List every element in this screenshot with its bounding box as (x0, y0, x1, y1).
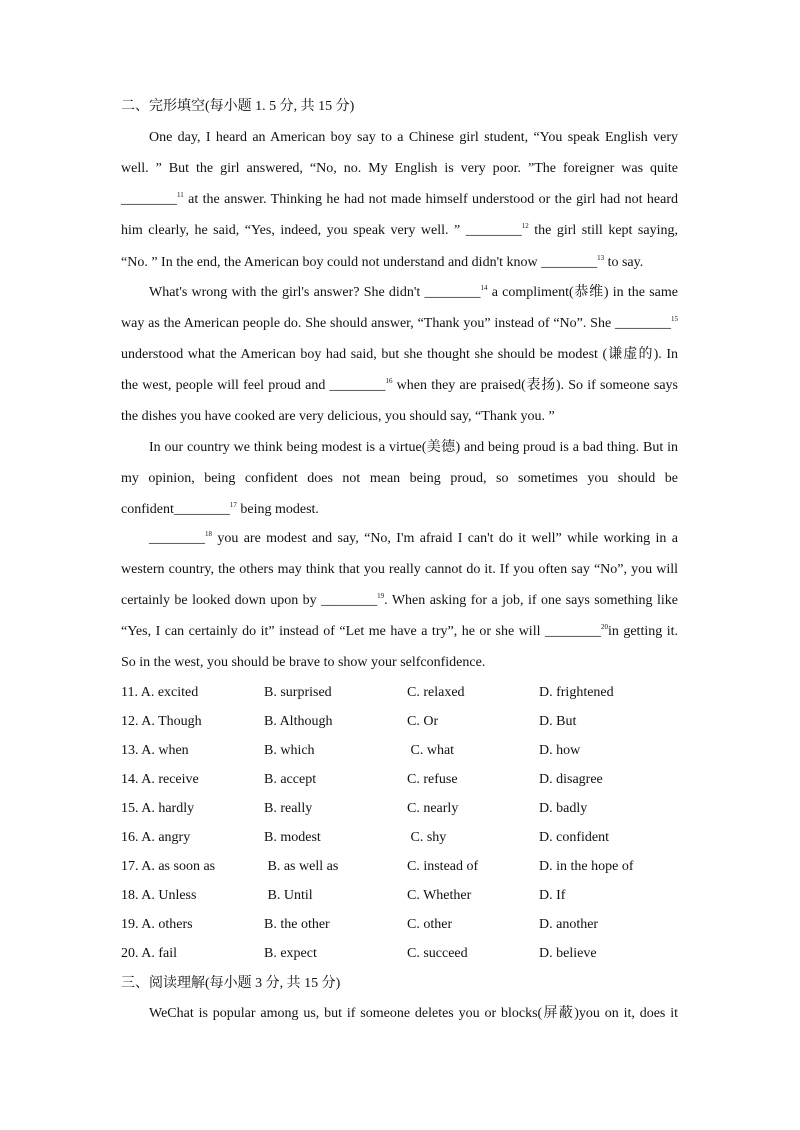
option-c: C. instead of (407, 859, 479, 874)
passage-line-3: ________$^{11}$ at the answer. Thinking he had not made himself understood or the girl had not heard (121, 191, 678, 207)
option-c: C. refuse (407, 772, 458, 787)
option-b: B. accept (264, 772, 317, 787)
option-a: 14. A. receive (121, 772, 199, 787)
option-b: B. expect (264, 946, 317, 961)
passage-line-5: “No. ” In the end, the American boy could not understand and didn't know ________$^{13}$ to say. (121, 254, 644, 270)
question-16-options (121, 828, 721, 848)
question-19-options (121, 915, 721, 935)
passage-line-18: So in the west, you should be brave to show your selfconfidence. (121, 655, 486, 670)
section-heading-reading: 三、阅读理解(每小题 3 分, 共 15 分) (121, 976, 341, 991)
option-d: D. how (539, 743, 581, 758)
option-c: C. Whether (407, 888, 472, 903)
passage-line-13: confident________$^{17}$ being modest. (121, 501, 319, 517)
option-a: 18. A. Unless (121, 888, 197, 903)
passage-line-4: him clearly, he said, “Yes, indeed, you speak very well. ” ________$^{12}$ the girl still kept saying, (121, 222, 678, 238)
option-d: D. in the hope of (539, 859, 634, 874)
option-b: B. modest (264, 830, 321, 845)
option-b: B. Until (264, 888, 313, 903)
passage-line-16: certainly be looked down upon by ________$^{19}$. When asking for a job, if one says something like (121, 592, 679, 608)
passage-line-8: understood what the American boy had said, but she thought she should be modest (谦虚的). In (121, 347, 678, 362)
option-c: C. nearly (407, 801, 459, 816)
reading-passage-line-1: WeChat is popular among us, but if someone deletes you or blocks(屏蔽)you on it, does it (149, 1006, 678, 1021)
option-c: C. succeed (407, 946, 468, 961)
option-b: B. Although (264, 714, 333, 729)
option-a: 15. A. hardly (121, 801, 195, 816)
option-d: D. If (539, 888, 566, 903)
passage-line-2: well. ” But the girl answered, “No, no. My English is very poor. ”The foreigner was quite (121, 161, 678, 176)
option-b: B. which (264, 743, 315, 758)
passage-line-11: In our country we think being modest is a virtue(美德) and being proud is a bad thing. But in (149, 440, 678, 455)
option-a: 19. A. others (121, 917, 193, 932)
option-d: D. badly (539, 801, 588, 816)
option-a: 20. A. fail (121, 946, 177, 961)
option-d: D. confident (539, 830, 609, 845)
option-a: 16. A. angry (121, 830, 191, 845)
option-c: C. shy (407, 830, 447, 845)
option-d: D. frightened (539, 685, 614, 700)
option-a: 11. A. excited (121, 685, 199, 700)
question-11-options (121, 683, 721, 703)
passage-line-6: What's wrong with the girl's answer? She didn't ________$^{14}$ a compliment(恭维) in the same (149, 284, 678, 300)
option-a: 13. A. when (121, 743, 189, 758)
option-a: 12. A. Though (121, 714, 202, 729)
option-c: C. what (407, 743, 455, 758)
question-12-options (121, 712, 721, 732)
passage-line-17: “Yes, I can certainly do it” instead of “Let me have a try”, he or she will ________$^{20}$in getting it. (121, 623, 678, 639)
question-13-options (121, 741, 721, 761)
option-b: B. the other (264, 917, 330, 932)
option-c: C. other (407, 917, 453, 932)
passage-line-10: the dishes you have cooked are very delicious, you should say, “Thank you. ” (121, 409, 555, 424)
section-heading-cloze: 二、完形填空(每小题 1. 5 分, 共 15 分) (121, 99, 355, 114)
passage-line-14: ________$^{18}$ you are modest and say, “No, I'm afraid I can't do it well” while working in a (149, 530, 678, 546)
passage-line-1: One day, I heard an American boy say to a Chinese girl student, “You speak English very (149, 130, 678, 145)
question-20-options (121, 944, 721, 964)
passage-line-15: western country, the others may think that you really cannot do it. If you often say “No”, you will (121, 562, 678, 577)
option-a: 17. A. as soon as (121, 859, 216, 874)
option-d: D. another (539, 917, 599, 932)
option-b: B. really (264, 801, 313, 816)
option-d: D. But (539, 714, 577, 729)
passage-line-9: the west, people will feel proud and ________$^{16}$ when they are praised(表扬). So if someone says (121, 377, 678, 393)
question-17-options (121, 857, 721, 877)
question-15-options (121, 799, 721, 819)
passage-line-12: my opinion, being confident does not mean being proud, so sometimes you should be (121, 471, 678, 486)
option-d: D. believe (539, 946, 597, 961)
passage-line-7: way as the American people do. She should answer, “Thank you” instead of “No”. She ________$^{15}$ (121, 315, 678, 331)
option-c: C. Or (407, 714, 439, 729)
option-b: B. surprised (264, 685, 332, 700)
option-c: C. relaxed (407, 685, 465, 700)
question-18-options (121, 886, 721, 906)
option-d: D. disagree (539, 772, 603, 787)
option-b: B. as well as (264, 859, 339, 874)
question-14-options (121, 770, 721, 790)
